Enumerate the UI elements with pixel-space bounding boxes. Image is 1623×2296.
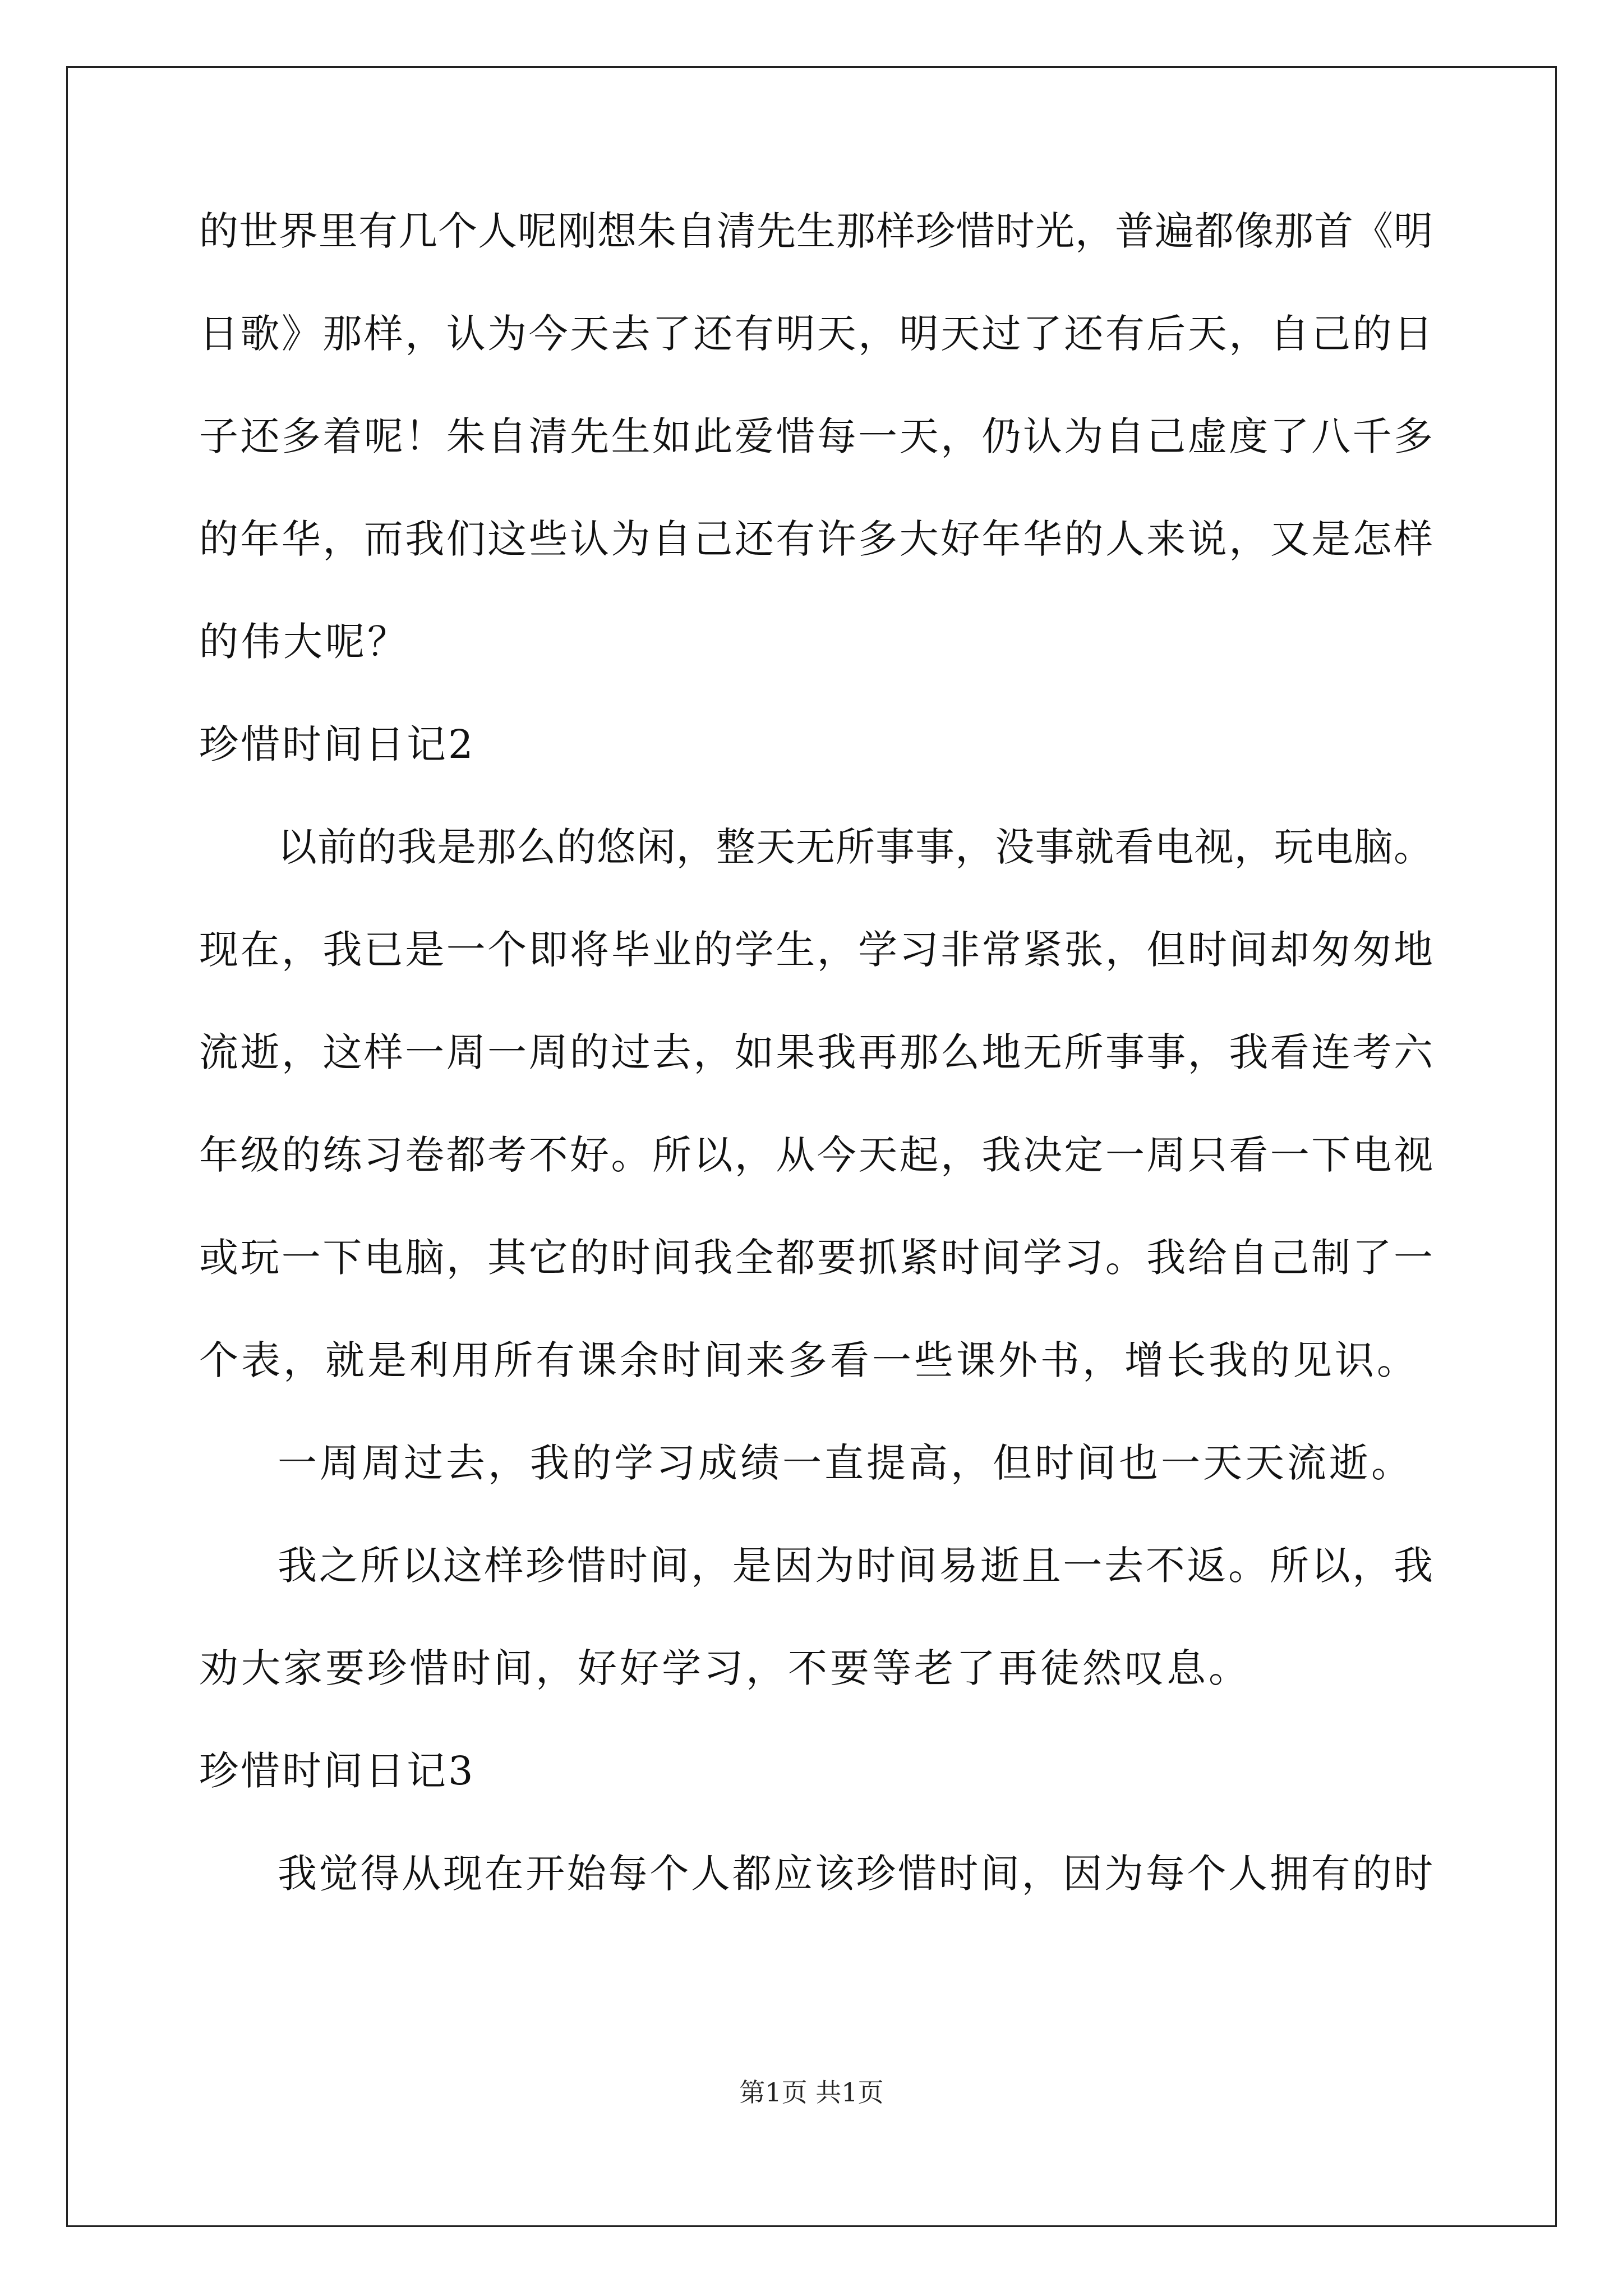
paragraph-line: 劝大家要珍惜时间，好好学习，不要等老了再徒然叹息。 — [199, 1645, 1251, 1691]
section-heading: 珍惜时间日记3 — [199, 1748, 476, 1794]
page-number: 第1页 共1页 — [739, 2077, 884, 2108]
paragraph-line: 我之所以这样珍惜时间，是因为时间易逝且一去不返。所以，我 — [278, 1543, 1433, 1589]
paragraph-line: 日歌》那样，认为今天去了还有明天，明天过了还有后天，自己的日 — [199, 311, 1433, 357]
paragraph-line: 或玩一下电脑，其它的时间我全都要抓紧时间学习。我给自己制了一 — [199, 1235, 1433, 1281]
paragraph-line: 的世界里有几个人呢刚想朱自清先生那样珍惜时光，普遍都像那首《明 — [199, 208, 1433, 254]
paragraph-line: 以前的我是那么的悠闲，整天无所事事，没事就看电视，玩电脑。 — [278, 824, 1433, 870]
paragraph-line: 流逝，这样一周一周的过去，如果我再那么地无所事事，我看连考六 — [199, 1029, 1433, 1075]
paragraph-line: 现在，我已是一个即将毕业的学生，学习非常紧张，但时间却匆匆地 — [199, 927, 1433, 973]
paragraph-line: 个表，就是利用所有课余时间来多看一些课外书，增长我的见识。 — [199, 1337, 1419, 1383]
page-footer — [0, 2076, 1623, 2109]
paragraph-line: 年级的练习卷都考不好。所以，从今天起，我决定一周只看一下电视 — [199, 1132, 1433, 1178]
paragraph-line: 的伟大呢？ — [199, 619, 409, 665]
paragraph-line: 的年华，而我们这些认为自己还有许多大好年华的人来说，又是怎样 — [199, 516, 1433, 562]
paragraph-line: 我觉得从现在开始每个人都应该珍惜时间，因为每个人拥有的时 — [278, 1851, 1433, 1897]
section-heading: 珍惜时间日记2 — [199, 721, 476, 767]
paragraph-line: 一周周过去，我的学习成绩一直提高，但时间也一天天流逝。 — [278, 1440, 1413, 1486]
paragraph-line: 子还多着呢！朱自清先生如此爱惜每一天，仍认为自己虚度了八千多 — [199, 413, 1433, 459]
